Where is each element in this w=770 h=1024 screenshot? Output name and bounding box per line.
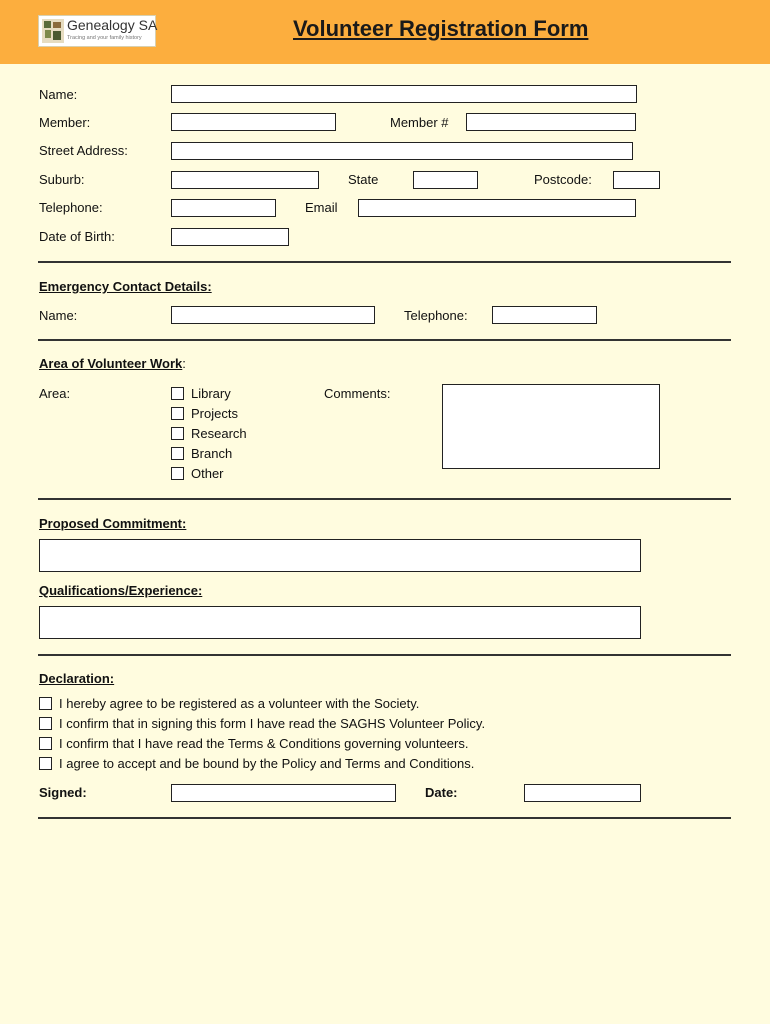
suburb-label: Suburb: [39,172,85,187]
email-label: Email [305,200,338,215]
date-of-birth-label: Date of Birth: [39,229,115,244]
declaration-checkbox-2[interactable] [39,717,52,730]
declaration-statement-4: I agree to accept and be bound by the Policy and Terms and Conditions. [59,756,475,771]
member-number-label: Member # [390,115,449,130]
signed-label: Signed: [39,785,87,800]
section-divider [38,339,731,341]
declaration-checkbox-1[interactable] [39,697,52,710]
emergency-contact-heading: Emergency Contact Details: [39,279,212,294]
area-label: Area: [39,386,71,401]
member-field[interactable] [171,113,336,131]
header-banner [0,0,770,64]
logo-tagline: Tracing and your family history [67,35,142,41]
email-field[interactable] [358,199,636,217]
genealogy-sa-logo [38,15,156,47]
section-divider [38,654,731,656]
state-field[interactable] [413,171,478,189]
logo-name: Genealogy SA [67,17,158,33]
street-address-label: Street Address: [39,143,128,158]
declaration-checkbox-3[interactable] [39,737,52,750]
postcode-field[interactable] [613,171,660,189]
member-number-field[interactable] [466,113,636,131]
research-checkbox[interactable] [171,427,184,440]
proposed-commitment-heading: Proposed Commitment: [39,516,187,531]
library-option-label: Library [191,386,231,401]
qualifications-heading: Qualifications/Experience: [39,583,203,598]
date-field[interactable] [524,784,641,802]
form-title: Volunteer Registration Form [293,16,589,41]
section-divider [38,261,731,263]
research-option-label: Research [191,426,247,441]
section-divider [38,817,731,819]
street-address-field[interactable] [171,142,633,160]
library-checkbox[interactable] [171,387,184,400]
name-label: Name: [39,87,78,102]
other-checkbox[interactable] [171,467,184,480]
qualifications-field[interactable] [39,606,641,639]
postcode-label: Postcode: [534,172,592,187]
suburb-field[interactable] [171,171,319,189]
other-option-label: Other [191,466,224,481]
name-field[interactable] [171,85,637,103]
comments-label: Comments: [324,386,391,401]
telephone-field[interactable] [171,199,276,217]
emergency-name-label: Name: [39,308,78,323]
emergency-telephone-label: Telephone: [404,308,468,323]
state-label: State [348,172,379,187]
declaration-checkbox-4[interactable] [39,757,52,770]
section-divider [38,498,731,500]
projects-checkbox[interactable] [171,407,184,420]
signature-field[interactable] [171,784,396,802]
date-of-birth-field[interactable] [171,228,289,246]
declaration-statement-3: I confirm that I have read the Terms & Conditions governing volunteers. [59,736,469,751]
family-tree-logo-icon [42,19,64,43]
proposed-commitment-field[interactable] [39,539,641,572]
member-label: Member: [39,115,91,130]
branch-option-label: Branch [191,446,233,461]
declaration-statement-2: I confirm that in signing this form I have read the SAGHS Volunteer Policy. [59,716,486,731]
branch-checkbox[interactable] [171,447,184,460]
declaration-heading: Declaration: [39,671,115,686]
area-of-work-heading: Area of Volunteer Work: [39,356,186,371]
emergency-telephone-field[interactable] [492,306,597,324]
comments-textarea[interactable] [442,384,660,469]
emergency-name-field[interactable] [171,306,375,324]
declaration-statement-1: I hereby agree to be registered as a volunteer with the Society. [59,696,420,711]
projects-option-label: Projects [191,406,238,421]
telephone-label: Telephone: [39,200,103,215]
date-label: Date: [425,785,458,800]
